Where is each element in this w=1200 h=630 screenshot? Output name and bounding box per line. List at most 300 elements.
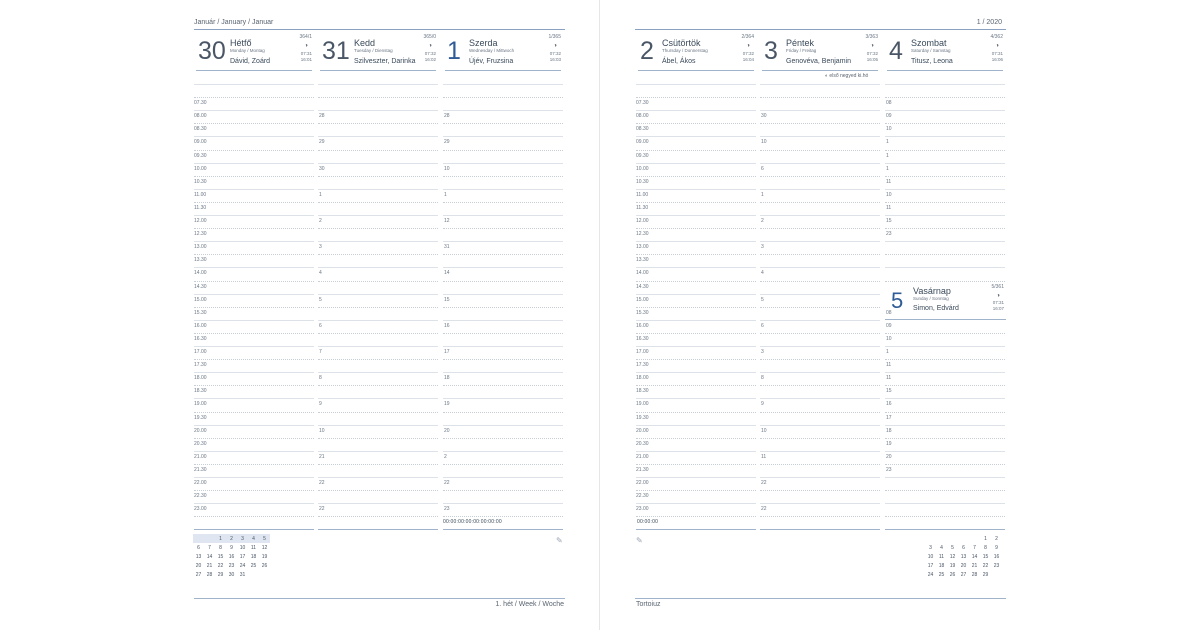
hour-line bbox=[885, 136, 1005, 137]
calendar-day[interactable]: 6 bbox=[962, 544, 965, 551]
hour-line bbox=[885, 281, 1005, 282]
day-header[interactable] bbox=[194, 32, 314, 72]
slot-mark: 11 bbox=[886, 362, 892, 368]
hour-line bbox=[760, 359, 880, 360]
slot-mark: 29 bbox=[444, 139, 450, 145]
calendar-day[interactable]: 24 bbox=[927, 571, 934, 578]
hour-label: 11.00 bbox=[194, 192, 207, 198]
calendar-day[interactable] bbox=[204, 534, 215, 543]
hour-line bbox=[636, 372, 756, 373]
hour-line bbox=[443, 333, 563, 334]
hour-line bbox=[760, 84, 880, 85]
day-number: 1 bbox=[447, 37, 461, 65]
moon-phase-icon: ◑ bbox=[553, 43, 557, 49]
calendar-day[interactable]: 31 bbox=[239, 571, 246, 578]
hour-label: 12.30 bbox=[636, 231, 649, 237]
calendar-day[interactable]: 2 bbox=[995, 535, 998, 542]
sun-times bbox=[992, 51, 1003, 63]
hour-line bbox=[760, 385, 880, 386]
slot-mark: 8 bbox=[319, 375, 322, 381]
hour-line bbox=[318, 464, 438, 465]
slot-mark: 1 bbox=[886, 166, 889, 172]
hour-line bbox=[760, 267, 880, 268]
calendar-day[interactable]: 2 bbox=[226, 534, 237, 543]
calendar-day[interactable]: 29 bbox=[217, 571, 224, 578]
hour-line bbox=[443, 110, 563, 111]
calendar-day[interactable]: 22 bbox=[217, 562, 224, 569]
calendar-day[interactable]: 18 bbox=[938, 562, 945, 569]
hour-line bbox=[194, 516, 314, 517]
calendar-day[interactable]: 10 bbox=[927, 553, 934, 560]
hour-line bbox=[443, 451, 563, 452]
calendar-day[interactable] bbox=[248, 570, 259, 579]
calendar-day[interactable]: 16 bbox=[228, 553, 235, 560]
hour-line bbox=[443, 294, 563, 295]
calendar-day[interactable]: 20 bbox=[195, 562, 202, 569]
hour-label: 20.00 bbox=[194, 428, 207, 434]
day-header[interactable] bbox=[885, 32, 1005, 72]
calendar-day[interactable]: 3 bbox=[929, 544, 932, 551]
month-header: Január / January / Januar bbox=[194, 19, 274, 26]
hour-line bbox=[443, 516, 563, 517]
hour-line bbox=[194, 189, 314, 190]
day-column bbox=[318, 32, 440, 522]
hour-label: 11.30 bbox=[636, 205, 649, 211]
hour-line bbox=[636, 438, 756, 439]
hour-line bbox=[636, 97, 756, 98]
sunrise: 07:32 bbox=[424, 51, 436, 56]
day-of-year: 1/365 bbox=[548, 34, 561, 40]
column-end-rule bbox=[885, 529, 1005, 530]
hour-line bbox=[194, 412, 314, 413]
hour-label: 20.30 bbox=[194, 441, 207, 447]
hour-line bbox=[760, 241, 880, 242]
slot-mark: 10 bbox=[886, 192, 892, 198]
hour-line bbox=[443, 438, 563, 439]
calendar-day[interactable] bbox=[193, 534, 204, 543]
hour-line bbox=[885, 163, 1005, 164]
hour-label: 20.00 bbox=[636, 428, 649, 434]
slot-mark: 9 bbox=[761, 401, 764, 407]
hour-line bbox=[760, 477, 880, 478]
sunrise: 07:31 bbox=[991, 51, 1003, 56]
calendar-day[interactable]: 1 bbox=[215, 534, 226, 543]
hour-label: 08.30 bbox=[636, 126, 649, 132]
moon-phase-icon: ◑ bbox=[428, 43, 432, 49]
calendar-day[interactable]: 7 bbox=[208, 544, 211, 551]
column-end-rule bbox=[194, 529, 314, 530]
hour-line bbox=[194, 425, 314, 426]
moon-phase-icon: ◑ bbox=[995, 43, 999, 49]
slot-mark: 23 bbox=[444, 506, 450, 512]
mini-calendar-grid bbox=[925, 534, 1002, 579]
day-header[interactable] bbox=[636, 32, 756, 72]
hour-label: 14.30 bbox=[636, 284, 649, 290]
hour-line bbox=[636, 464, 756, 465]
slot-mark: 1 bbox=[319, 192, 322, 198]
hour-line bbox=[760, 425, 880, 426]
hour-line bbox=[443, 307, 563, 308]
week-label: 1. hét / Week / Woche bbox=[495, 601, 564, 608]
hour-line bbox=[318, 123, 438, 124]
day-name: Kedd bbox=[354, 38, 376, 48]
day-name: Szombat bbox=[911, 38, 947, 48]
hour-line bbox=[885, 97, 1005, 98]
hour-line bbox=[760, 503, 880, 504]
hour-label: 16.30 bbox=[194, 336, 207, 342]
hour-label: 08.00 bbox=[636, 113, 649, 119]
hour-line bbox=[636, 84, 756, 85]
name-day: Titusz, Leona bbox=[911, 58, 953, 65]
calendar-day[interactable]: 6 bbox=[197, 544, 200, 551]
hour-line bbox=[318, 320, 438, 321]
hour-line bbox=[636, 267, 756, 268]
hour-label: 16.30 bbox=[636, 336, 649, 342]
slot-mark: 8 bbox=[761, 375, 764, 381]
hour-line bbox=[194, 464, 314, 465]
hour-line bbox=[885, 215, 1005, 216]
slot-mark: 11 bbox=[761, 454, 767, 460]
hour-label: 15.30 bbox=[636, 310, 649, 316]
calendar-day[interactable]: 23 bbox=[993, 562, 1000, 569]
calendar-day[interactable]: 15 bbox=[217, 553, 224, 560]
hour-line bbox=[194, 163, 314, 164]
day-header[interactable] bbox=[318, 32, 438, 72]
hour-label: 23.00 bbox=[636, 506, 649, 512]
calendar-day[interactable] bbox=[991, 570, 1002, 579]
hour-line bbox=[318, 333, 438, 334]
hour-line bbox=[760, 176, 880, 177]
calendar-day[interactable]: 28 bbox=[971, 571, 978, 578]
slot-mark: 15 bbox=[886, 388, 892, 394]
hour-line bbox=[443, 320, 563, 321]
calendar-day[interactable] bbox=[936, 534, 947, 543]
slot-mark: 4 bbox=[319, 270, 322, 276]
hour-line bbox=[760, 136, 880, 137]
hour-line bbox=[318, 477, 438, 478]
slot-mark: 09 bbox=[886, 113, 892, 119]
day-of-year: 5/361 bbox=[991, 284, 1004, 290]
hour-line bbox=[885, 464, 1005, 465]
header-rule bbox=[635, 29, 1006, 30]
sunset: 16:04 bbox=[742, 57, 754, 62]
hour-line bbox=[443, 136, 563, 137]
hour-line bbox=[194, 281, 314, 282]
hour-label: 10.30 bbox=[194, 179, 207, 185]
calendar-day[interactable]: 17 bbox=[239, 553, 246, 560]
hour-line bbox=[194, 202, 314, 203]
hour-line bbox=[318, 150, 438, 151]
calendar-day[interactable]: 5 bbox=[951, 544, 954, 551]
calendar-day[interactable]: 29 bbox=[982, 571, 989, 578]
calendar-day[interactable]: 24 bbox=[239, 562, 246, 569]
hour-line bbox=[760, 281, 880, 282]
hour-label: 14.30 bbox=[194, 284, 207, 290]
mini-calendar-grid bbox=[193, 534, 270, 579]
hour-label: 11.00 bbox=[636, 192, 649, 198]
day-of-year: 365/0 bbox=[423, 34, 436, 40]
hour-line bbox=[760, 398, 880, 399]
hour-line bbox=[318, 451, 438, 452]
hour-line bbox=[636, 123, 756, 124]
hour-line bbox=[318, 241, 438, 242]
hour-line bbox=[318, 228, 438, 229]
slot-mark: 10 bbox=[761, 139, 767, 145]
hour-line bbox=[443, 163, 563, 164]
calendar-day[interactable]: 19 bbox=[261, 553, 268, 560]
hour-line bbox=[636, 503, 756, 504]
calendar-day[interactable]: 30 bbox=[228, 571, 235, 578]
hour-line bbox=[443, 84, 563, 85]
calendar-day[interactable]: 21 bbox=[206, 562, 213, 569]
calendar-day[interactable]: 9 bbox=[995, 544, 998, 551]
calendar-day[interactable]: 5 bbox=[259, 534, 270, 543]
calendar-day[interactable]: 18 bbox=[250, 553, 257, 560]
hour-label: 22.00 bbox=[194, 480, 207, 486]
calendar-day[interactable]: 13 bbox=[195, 553, 202, 560]
calendar-day[interactable]: 8 bbox=[984, 544, 987, 551]
slot-mark: 22 bbox=[761, 506, 767, 512]
hour-label: 17.30 bbox=[636, 362, 649, 368]
hour-line bbox=[760, 110, 880, 111]
hour-line bbox=[885, 333, 1005, 334]
hour-line bbox=[194, 346, 314, 347]
hour-line bbox=[885, 451, 1005, 452]
hour-line bbox=[443, 359, 563, 360]
day-rule bbox=[638, 70, 754, 71]
calendar-day[interactable]: 4 bbox=[940, 544, 943, 551]
calendar-day[interactable]: 4 bbox=[248, 534, 259, 543]
slot-mark: 19 bbox=[886, 441, 892, 447]
sunday-box bbox=[885, 286, 1006, 322]
calendar-day[interactable]: 12 bbox=[261, 544, 268, 551]
day-subtitle: Friday / Freitag bbox=[786, 48, 817, 53]
hour-line bbox=[885, 490, 1005, 491]
calendar-day[interactable]: 13 bbox=[960, 553, 967, 560]
sunset: 16:02 bbox=[424, 57, 436, 62]
pencil-icon[interactable]: ✎ bbox=[636, 536, 643, 545]
hour-line bbox=[760, 163, 880, 164]
calendar-day[interactable]: 17 bbox=[927, 562, 934, 569]
hour-line bbox=[194, 228, 314, 229]
name-day: Ábel, Ákos bbox=[662, 58, 696, 65]
calendar-day[interactable]: 7 bbox=[973, 544, 976, 551]
slot-mark: 1 bbox=[886, 349, 889, 355]
calendar-day[interactable]: 11 bbox=[938, 553, 945, 560]
hour-line bbox=[760, 516, 880, 517]
day-subtitle: Tuesday / Dienstag bbox=[354, 48, 393, 53]
calendar-day[interactable]: 26 bbox=[949, 571, 956, 578]
day-subtitle: Thursday / Donnerstag bbox=[662, 48, 708, 53]
calendar-day[interactable] bbox=[259, 570, 270, 579]
slot-mark: 10 bbox=[886, 126, 892, 132]
calendar-day[interactable]: 12 bbox=[949, 553, 956, 560]
slot-mark: 11 bbox=[886, 205, 892, 211]
hour-line bbox=[194, 372, 314, 373]
slot-mark: 3 bbox=[761, 349, 764, 355]
calendar-day[interactable] bbox=[969, 534, 980, 543]
day-header[interactable] bbox=[760, 32, 880, 72]
hour-line bbox=[760, 320, 880, 321]
slot-mark: 30 bbox=[761, 113, 767, 119]
calendar-day[interactable]: 28 bbox=[206, 571, 213, 578]
hour-line bbox=[760, 412, 880, 413]
footer-rule bbox=[635, 598, 1006, 599]
hour-label: 15.30 bbox=[194, 310, 207, 316]
calendar-day[interactable]: 22 bbox=[982, 562, 989, 569]
calendar-day[interactable] bbox=[947, 534, 958, 543]
name-day: Dávid, Zoárd bbox=[230, 58, 271, 65]
hour-label: 14.00 bbox=[636, 270, 649, 276]
hour-line bbox=[443, 176, 563, 177]
calendar-day[interactable]: 10 bbox=[239, 544, 246, 551]
hour-line bbox=[885, 228, 1005, 229]
slot-mark: 1 bbox=[444, 192, 447, 198]
calendar-day[interactable]: 25 bbox=[938, 571, 945, 578]
hour-line bbox=[318, 425, 438, 426]
hour-line bbox=[760, 202, 880, 203]
calendar-day[interactable]: 26 bbox=[261, 562, 268, 569]
calendar-day[interactable]: 27 bbox=[195, 571, 202, 578]
hour-line bbox=[885, 176, 1005, 177]
calendar-day[interactable] bbox=[958, 534, 969, 543]
calendar-day[interactable] bbox=[925, 534, 936, 543]
hour-line bbox=[443, 123, 563, 124]
hour-line bbox=[194, 503, 314, 504]
slot-mark: 1 bbox=[886, 153, 889, 159]
slot-mark: 6 bbox=[319, 323, 322, 329]
hour-label: 09.00 bbox=[636, 139, 649, 145]
sunrise: 07:32 bbox=[549, 51, 561, 56]
calendar-day[interactable]: 21 bbox=[971, 562, 978, 569]
calendar-day[interactable]: 9 bbox=[230, 544, 233, 551]
sunset: 16:06 bbox=[991, 57, 1003, 62]
day-name: Csütörtök bbox=[662, 38, 701, 48]
hour-line bbox=[318, 438, 438, 439]
hour-line bbox=[194, 176, 314, 177]
hour-line bbox=[636, 359, 756, 360]
hour-line bbox=[636, 346, 756, 347]
hour-label: 16.00 bbox=[636, 323, 649, 329]
hour-label: 19.30 bbox=[194, 415, 207, 421]
hour-line bbox=[318, 97, 438, 98]
hour-line bbox=[636, 150, 756, 151]
hour-line bbox=[760, 438, 880, 439]
hour-line bbox=[443, 412, 563, 413]
day-rule bbox=[887, 70, 1003, 71]
hour-line bbox=[318, 84, 438, 85]
mini-calendar bbox=[925, 534, 1002, 579]
slot-mark: 10 bbox=[886, 336, 892, 342]
hour-line bbox=[318, 202, 438, 203]
day-of-year: 364/1 bbox=[299, 34, 312, 40]
header-rule bbox=[194, 29, 565, 30]
slot-mark: 16 bbox=[444, 323, 450, 329]
hour-line bbox=[760, 346, 880, 347]
moon-phase-icon: ◑ bbox=[870, 43, 874, 49]
hour-line bbox=[194, 215, 314, 216]
hour-line bbox=[885, 398, 1005, 399]
hour-line bbox=[318, 346, 438, 347]
hour-line bbox=[885, 123, 1005, 124]
hour-line bbox=[194, 320, 314, 321]
hour-line bbox=[443, 398, 563, 399]
calendar-day[interactable]: 23 bbox=[228, 562, 235, 569]
hour-line bbox=[885, 425, 1005, 426]
hour-line bbox=[318, 110, 438, 111]
calendar-day[interactable]: 3 bbox=[237, 534, 248, 543]
hour-line bbox=[194, 307, 314, 308]
hour-label: 14.00 bbox=[194, 270, 207, 276]
calendar-day[interactable]: 16 bbox=[993, 553, 1000, 560]
slot-mark: 17 bbox=[886, 415, 892, 421]
day-header[interactable] bbox=[443, 32, 563, 72]
calendar-day[interactable]: 19 bbox=[949, 562, 956, 569]
hour-label: 17.00 bbox=[194, 349, 207, 355]
slot-mark: 23 bbox=[886, 467, 892, 473]
day-column bbox=[636, 32, 758, 522]
moon-phase-icon: ◑ bbox=[304, 43, 308, 49]
calendar-day[interactable]: 14 bbox=[206, 553, 213, 560]
hour-line bbox=[636, 385, 756, 386]
calendar-day[interactable]: 14 bbox=[971, 553, 978, 560]
hour-label: 22.30 bbox=[194, 493, 207, 499]
calendar-day[interactable]: 25 bbox=[250, 562, 257, 569]
hour-line bbox=[885, 412, 1005, 413]
hour-line bbox=[443, 425, 563, 426]
slot-mark: 20 bbox=[444, 428, 450, 434]
hour-line bbox=[885, 346, 1005, 347]
calendar-day[interactable]: 27 bbox=[960, 571, 967, 578]
hour-line bbox=[318, 176, 438, 177]
hour-line bbox=[885, 241, 1005, 242]
hour-line bbox=[443, 281, 563, 282]
hour-line bbox=[318, 307, 438, 308]
day-of-year: 2/364 bbox=[741, 34, 754, 40]
hour-label: 18.30 bbox=[636, 388, 649, 394]
hour-line bbox=[443, 189, 563, 190]
hour-line bbox=[636, 398, 756, 399]
calendar-day[interactable]: 15 bbox=[982, 553, 989, 560]
hour-label: 22.00 bbox=[636, 480, 649, 486]
hour-label: 09.30 bbox=[194, 153, 207, 159]
hour-line bbox=[443, 254, 563, 255]
hour-line bbox=[318, 136, 438, 137]
calendar-day[interactable]: 20 bbox=[960, 562, 967, 569]
hour-label: 21.00 bbox=[636, 454, 649, 460]
sun-times bbox=[550, 51, 561, 63]
day-rule bbox=[762, 70, 878, 71]
hour-line bbox=[636, 281, 756, 282]
slot-mark: 18 bbox=[886, 428, 892, 434]
calendar-day[interactable]: 1 bbox=[984, 535, 987, 542]
slot-mark: 15 bbox=[444, 297, 450, 303]
pencil-icon[interactable]: ✎ bbox=[556, 536, 563, 545]
calendar-day[interactable]: 11 bbox=[250, 544, 257, 551]
slot-mark: 6 bbox=[761, 166, 764, 172]
hour-line bbox=[318, 163, 438, 164]
hour-line bbox=[443, 477, 563, 478]
hour-label: 11.30 bbox=[194, 205, 207, 211]
hour-label: 07.30 bbox=[636, 100, 649, 106]
day-subtitle: Sunday / Sonntag bbox=[913, 296, 949, 301]
hour-line bbox=[760, 333, 880, 334]
sun-times bbox=[867, 51, 878, 63]
slot-mark: 4 bbox=[761, 270, 764, 276]
hour-label: 18.00 bbox=[636, 375, 649, 381]
day-number: 30 bbox=[198, 37, 226, 65]
calendar-day[interactable]: 8 bbox=[219, 544, 222, 551]
